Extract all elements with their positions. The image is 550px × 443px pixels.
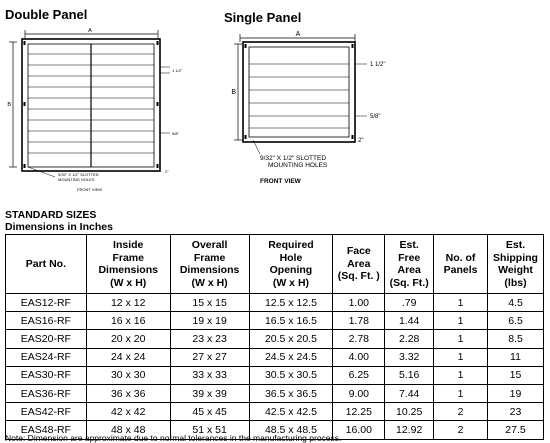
table-cell: 19 x 19 bbox=[170, 312, 249, 330]
table-cell: 1.00 bbox=[333, 294, 385, 312]
column-header bbox=[333, 235, 385, 294]
table-cell: 6.25 bbox=[333, 366, 385, 384]
column-header-line: Frame bbox=[193, 251, 226, 264]
table-cell: 12.25 bbox=[333, 403, 385, 421]
table-cell: 10.25 bbox=[385, 403, 434, 421]
table-cell: 3.32 bbox=[385, 348, 434, 366]
column-header bbox=[249, 235, 333, 294]
table-cell: 6.5 bbox=[488, 312, 544, 330]
table-cell: 16.5 x 16.5 bbox=[249, 312, 333, 330]
table-cell: EAS12-RF bbox=[6, 294, 87, 312]
column-header-line: (W x H) bbox=[191, 276, 228, 289]
footnote: Note: Dimension are approximate due to normal tolerances in the manufacturing process. bbox=[5, 433, 342, 443]
table-cell: 23 bbox=[488, 403, 544, 421]
single-dim-b: B bbox=[231, 89, 236, 96]
column-header-line: Part No. bbox=[25, 257, 67, 270]
table-cell: 36.5 x 36.5 bbox=[249, 384, 333, 402]
table-cell: 2.78 bbox=[333, 330, 385, 348]
table-cell: 2 bbox=[434, 421, 488, 439]
column-header-line: Overall bbox=[191, 239, 228, 251]
sizes-heading: STANDARD SIZES bbox=[5, 209, 97, 221]
table-cell: 12 x 12 bbox=[86, 294, 170, 312]
single-dim-a: A bbox=[295, 31, 301, 38]
column-header-line: Free bbox=[398, 251, 421, 264]
table-cell: 4.5 bbox=[488, 294, 544, 312]
table-cell: 27 x 27 bbox=[170, 348, 249, 366]
table-cell: 23 x 23 bbox=[170, 330, 249, 348]
table-cell: EAS42-RF bbox=[6, 403, 87, 421]
table-cell: .79 bbox=[385, 294, 434, 312]
column-header-line: (lbs) bbox=[504, 276, 527, 289]
column-header-line: Panels bbox=[443, 264, 478, 276]
table-cell: 1 bbox=[434, 294, 488, 312]
table-header-row bbox=[6, 235, 544, 294]
table-cell: 33 x 33 bbox=[170, 366, 249, 384]
table-cell: 42.5 x 42.5 bbox=[249, 403, 333, 421]
table-cell: 20 x 20 bbox=[86, 330, 170, 348]
table-cell: EAS30-RF bbox=[6, 366, 87, 384]
table-cell: 45 x 45 bbox=[170, 403, 249, 421]
column-header-line: Face bbox=[346, 245, 371, 258]
table-cell: 20.5 x 20.5 bbox=[249, 330, 333, 348]
table-cell: 12.5 x 12.5 bbox=[249, 294, 333, 312]
table-cell: 30.5 x 30.5 bbox=[249, 366, 333, 384]
column-header-line: Shipping bbox=[493, 251, 538, 264]
sizes-heading-block bbox=[5, 209, 113, 233]
column-header-line: No. of bbox=[445, 251, 476, 264]
column-header bbox=[86, 235, 170, 294]
table-cell: 15 x 15 bbox=[170, 294, 249, 312]
table-row bbox=[6, 366, 544, 384]
table-cell: 27.5 bbox=[488, 421, 544, 439]
table-cell: 30 x 30 bbox=[86, 366, 170, 384]
table-cell: 2.28 bbox=[385, 330, 434, 348]
double-dim-1-5: 1 1/2" bbox=[172, 68, 183, 73]
column-header-line: Weight bbox=[498, 264, 533, 276]
double-front-view-label: FRONT VIEW bbox=[77, 187, 103, 192]
table-cell: 48 x 48 bbox=[86, 421, 170, 439]
single-panel-drawing bbox=[220, 28, 410, 193]
table-cell: 5.16 bbox=[385, 366, 434, 384]
table-cell: EAS36-RF bbox=[6, 384, 87, 402]
standard-sizes-table bbox=[5, 234, 544, 440]
single-holes-text-1: 9/32" X 1/2" SLOTTED bbox=[260, 155, 327, 162]
table-cell: 8.5 bbox=[488, 330, 544, 348]
single-dim-2: 2" bbox=[358, 138, 364, 144]
table-cell: 36 x 36 bbox=[86, 384, 170, 402]
table-cell: 9.00 bbox=[333, 384, 385, 402]
double-holes-text-2: MOUNTING HOLES bbox=[58, 177, 95, 182]
table-cell: EAS16-RF bbox=[6, 312, 87, 330]
table-cell: 7.44 bbox=[385, 384, 434, 402]
table-cell: 16 x 16 bbox=[86, 312, 170, 330]
table-cell: 1.44 bbox=[385, 312, 434, 330]
table-cell: 39 x 39 bbox=[170, 384, 249, 402]
column-header bbox=[170, 235, 249, 294]
table-cell: 12.92 bbox=[385, 421, 434, 439]
column-header bbox=[434, 235, 488, 294]
double-panel-drawing bbox=[0, 24, 200, 194]
column-header-line: (Sq. Ft.) bbox=[389, 276, 429, 289]
single-dim-5-8: 5/8" bbox=[370, 114, 381, 120]
column-header-line: (W x H) bbox=[272, 276, 310, 289]
table-cell: 15 bbox=[488, 366, 544, 384]
table-cell: EAS20-RF bbox=[6, 330, 87, 348]
single-panel-title: Single Panel bbox=[224, 10, 302, 25]
table-cell: 16.00 bbox=[333, 421, 385, 439]
table-row bbox=[6, 348, 544, 366]
column-header-line: Opening bbox=[269, 264, 313, 276]
double-panel-title: Double Panel bbox=[5, 7, 88, 22]
table-cell: 1.78 bbox=[333, 312, 385, 330]
column-header-line: Est. bbox=[505, 239, 526, 251]
table-cell: EAS24-RF bbox=[6, 348, 87, 366]
double-holes-text-1: 9/32" X 1/2" SLOTTED bbox=[58, 172, 99, 177]
single-holes-text-2: MOUNTING HOLES bbox=[268, 162, 328, 169]
table-cell: 51 x 51 bbox=[170, 421, 249, 439]
column-header-line: Hole bbox=[279, 251, 303, 264]
column-header-line: Inside bbox=[113, 239, 144, 251]
column-header bbox=[488, 235, 544, 294]
column-header-line: Required bbox=[268, 239, 314, 251]
table-row bbox=[6, 330, 544, 348]
table-cell: 4.00 bbox=[333, 348, 385, 366]
single-dim-1-5: 1 1/2" bbox=[370, 62, 386, 68]
table-row bbox=[6, 384, 544, 402]
table-row bbox=[6, 294, 544, 312]
table-row bbox=[6, 403, 544, 421]
table-cell: 1 bbox=[434, 366, 488, 384]
table-cell: EAS48-RF bbox=[6, 421, 87, 439]
column-header bbox=[385, 235, 434, 294]
column-header-line: (Sq. Ft. ) bbox=[337, 270, 380, 283]
table-cell: 48.5 x 48.5 bbox=[249, 421, 333, 439]
column-header bbox=[6, 235, 87, 294]
double-dim-a: A bbox=[88, 28, 92, 34]
table-cell: 11 bbox=[488, 348, 544, 366]
table-row bbox=[6, 312, 544, 330]
table-cell: 1 bbox=[434, 348, 488, 366]
column-header-line: Area bbox=[347, 257, 371, 270]
table-cell: 24 x 24 bbox=[86, 348, 170, 366]
sizes-subheading: Dimensions in Inches bbox=[5, 221, 113, 233]
column-header-line: (W x H) bbox=[110, 276, 147, 289]
double-dim-2: 2" bbox=[165, 169, 169, 174]
column-header-line: Frame bbox=[112, 251, 144, 264]
table-cell: 1 bbox=[434, 330, 488, 348]
double-dim-b: B bbox=[7, 102, 11, 108]
column-header-line: Dimensions bbox=[98, 264, 158, 276]
table-cell: 19 bbox=[488, 384, 544, 402]
single-front-view-label: FRONT VIEW bbox=[260, 178, 301, 185]
table-cell: 1 bbox=[434, 384, 488, 402]
double-dim-5-8: 5/8" bbox=[172, 131, 179, 136]
column-header-line: Area bbox=[397, 264, 421, 276]
table-body bbox=[6, 294, 544, 440]
table-cell: 42 x 42 bbox=[86, 403, 170, 421]
column-header-line: Dimensions bbox=[179, 264, 240, 276]
table-cell: 1 bbox=[434, 312, 488, 330]
column-header-line: Est. bbox=[399, 239, 419, 251]
table-cell: 24.5 x 24.5 bbox=[249, 348, 333, 366]
table-cell: 2 bbox=[434, 403, 488, 421]
